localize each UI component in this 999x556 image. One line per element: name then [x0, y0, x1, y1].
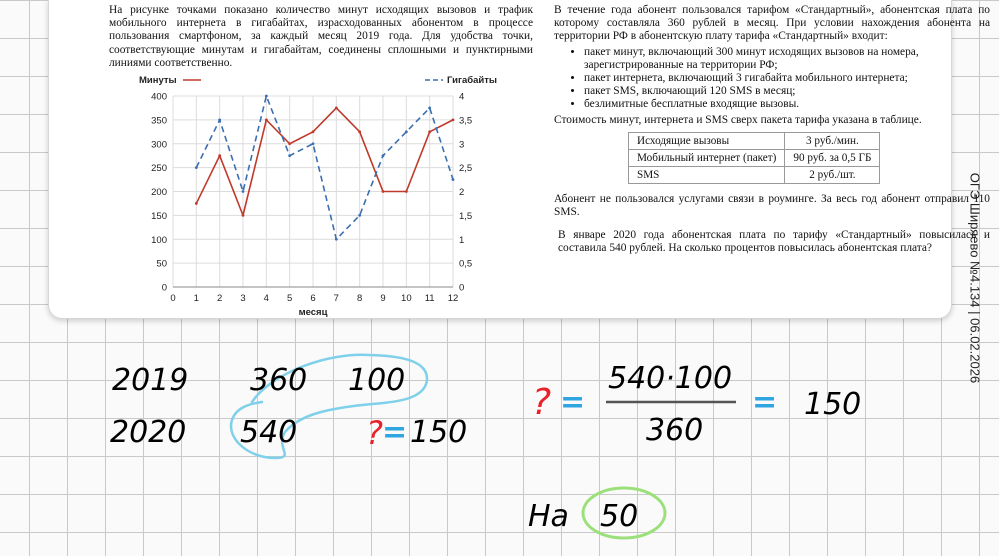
- hw-denominator: 360: [646, 413, 704, 448]
- hw-year-2019: 2019: [112, 363, 189, 398]
- x-tick-label: 5: [287, 293, 293, 304]
- side-label: ОГЭ Ширяево №4.134 | 06.02.2026: [967, 172, 983, 384]
- y-right-tick-label: 4: [459, 91, 465, 103]
- legend-gigabytes-label: Гигабайты: [447, 75, 497, 86]
- extra-cost-intro: Стоимость минут, интернета и SMS сверх пакета тарифа указана в таблице.: [554, 113, 922, 126]
- included-item: • пакет минут, включающий 300 минут исходящих вызовов на номера, зарегистрированные на территории РФ;: [584, 46, 990, 72]
- service-cell: Исходящие вызовы: [629, 132, 785, 149]
- x-tick-label: 2: [217, 293, 223, 304]
- y-left-tick-label: 200: [151, 187, 167, 198]
- x-tick-label: 9: [380, 293, 386, 304]
- x-tick-label: 6: [310, 293, 316, 304]
- x-tick-label: 10: [401, 293, 412, 304]
- hw-percent-100: 100: [348, 363, 406, 398]
- y-left-tick-label: 400: [151, 91, 167, 103]
- x-axis-label: месяц: [298, 307, 328, 318]
- hw-equals: =: [752, 385, 778, 420]
- included-item: • пакет SMS, включающий 120 SMS в месяц;: [584, 85, 990, 98]
- hw-fee-540: 540: [240, 415, 298, 450]
- hw-numerator: 540·100: [608, 361, 733, 396]
- x-tick-label: 0: [170, 293, 176, 304]
- hw-equals: =: [382, 415, 408, 450]
- y-right-tick-label: 2,5: [459, 163, 473, 175]
- x-tick-label: 4: [263, 293, 269, 304]
- hw-value-150: 150: [410, 415, 468, 450]
- hw-year-2020: 2020: [110, 415, 187, 450]
- price-cell: 3 руб./мин.: [785, 132, 880, 149]
- y-left-tick-label: 50: [156, 258, 167, 270]
- roaming-note: Абонент не пользовался услугами связи в роуминге. За весь год абонент отправил 110 SMS.: [554, 192, 990, 219]
- hw-answer-prefix: На: [528, 499, 569, 534]
- price-cell: 90 руб. за 0,5 ГБ: [785, 149, 880, 166]
- hw-result-150: 150: [804, 387, 862, 422]
- y-right-tick-label: 3: [459, 139, 465, 151]
- y-left-tick-label: 250: [151, 163, 167, 175]
- hw-question-mark: ?: [366, 414, 383, 452]
- x-tick-label: 1: [193, 293, 199, 304]
- y-right-tick-label: 0: [459, 282, 465, 294]
- x-tick-label: 7: [333, 293, 339, 304]
- x-tick-label: 8: [357, 293, 363, 304]
- y-right-tick-label: 2: [459, 187, 465, 198]
- y-left-tick-label: 0: [161, 282, 167, 294]
- y-left-tick-label: 150: [151, 210, 167, 222]
- y-right-tick-label: 1,5: [459, 210, 473, 222]
- legend-minutes-label: Минуты: [139, 75, 177, 86]
- y-right-tick-label: 1: [459, 234, 465, 246]
- tariff-intro: В течение года абонент пользовался тарифом «Стандартный», абонентская плата по которому составляла 360 рублей в месяц. При условии нахождения абонента на территории РФ в абонентскую плату тарифа «Стандартный» входит:: [554, 4, 990, 43]
- service-cell: Мобильный интернет (пакет): [629, 149, 785, 166]
- x-tick-label: 11: [424, 293, 435, 304]
- x-tick-label: 12: [447, 293, 459, 304]
- y-left-tick-label: 350: [151, 115, 167, 127]
- hw-answer-value: 50: [600, 499, 639, 534]
- price-cell: 2 руб./шт.: [785, 166, 880, 183]
- service-cell: SMS: [629, 166, 785, 183]
- hw-fee-360: 360: [250, 363, 308, 398]
- y-left-tick-label: 300: [151, 139, 167, 151]
- included-item: • безлимитные бесплатные входящие вызовы.: [584, 98, 990, 111]
- y-right-tick-label: 3,5: [459, 115, 473, 127]
- y-left-tick-label: 100: [151, 234, 167, 246]
- question-text: В январе 2020 года абонентская плата по тарифу «Стандартный» повысилась и составила 540 рублей. На сколько процентов повысилась абонентская плата?: [558, 229, 990, 255]
- included-item: • пакет интернета, включающий 3 гигабайта мобильного интернета;: [584, 72, 990, 85]
- y-right-tick-label: 0,5: [459, 258, 473, 270]
- hw-question-mark: ?: [532, 382, 552, 423]
- x-tick-label: 3: [240, 293, 246, 304]
- problem-intro: На рисунке точками показано количество минут исходящих вызовов и трафик мобильного интернета в гигабайтах, израсходованных абонентом в процессе пользования смартфоном, за каждый месяц 2019 года. Для удобства точки, соответствующие минутам и гигабайтам, соединены сплошными и пунктирными линиями соответственно.: [109, 4, 533, 69]
- hw-equals: =: [560, 385, 586, 420]
